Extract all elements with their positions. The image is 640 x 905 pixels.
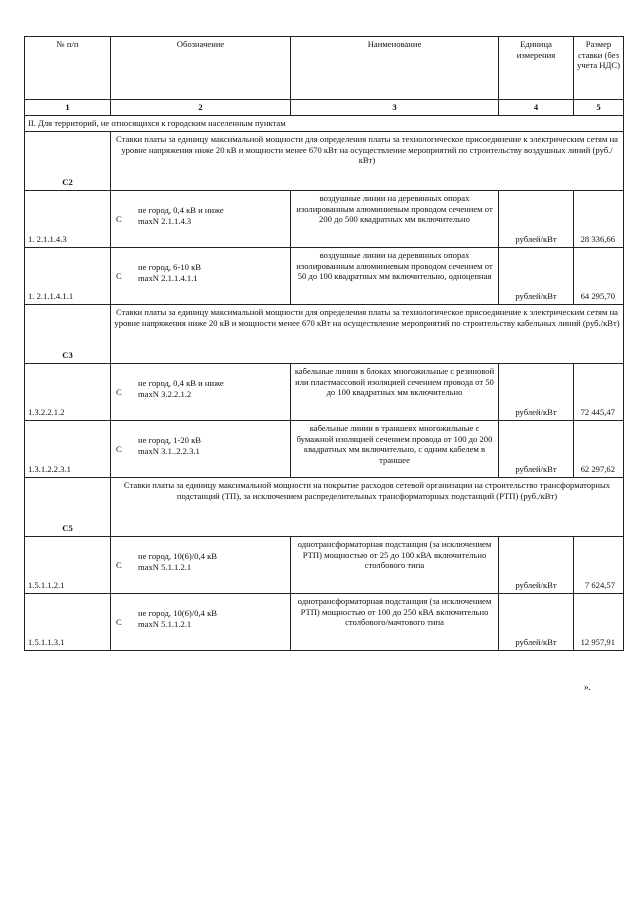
item-unit: рублей/кВт xyxy=(499,594,574,651)
item-designation xyxy=(111,537,291,594)
group-description: Ставки платы за единицу максимальной мощности на покрытие расходов сетевой организации на строительство трансформаторных подстанций (ТП), за исключением распределительных трансформаторных подстанций (РТП) (руб./кВт) xyxy=(111,478,624,537)
item-designation xyxy=(111,248,291,305)
item-unit: рублей/кВт xyxy=(499,364,574,421)
designation-line: не город, 0,4 кВ и ниже xyxy=(138,205,224,215)
designation-letter: С xyxy=(116,444,122,454)
item-designation xyxy=(111,191,291,248)
designation-lines xyxy=(114,596,287,629)
group-code: С5 xyxy=(25,478,111,537)
closing-mark: ». xyxy=(584,682,591,692)
item-rate: 7 624,57 xyxy=(574,537,624,594)
item-name: однотрансформаторная подстанция (за исключением РТП) мощностью от 25 до 100 кВА включительно столбового типа xyxy=(291,537,499,594)
section-row xyxy=(25,116,624,132)
item-unit: рублей/кВт xyxy=(499,191,574,248)
item-number: 1.5.1.1.2.1 xyxy=(25,537,111,594)
designation-lines xyxy=(114,250,287,283)
item-number: 1.3.1.2.2.3.1 xyxy=(25,421,111,478)
item-name: воздушные линии на деревянных опорах изолированным алюминиевым проводом сечением от 200 до 500 квадратных мм включительно xyxy=(291,191,499,248)
item-unit: рублей/кВт xyxy=(499,537,574,594)
designation-code: maxN 3.2.2.1.2 xyxy=(138,388,192,399)
item-unit: рублей/кВт xyxy=(499,248,574,305)
designation-line: не город, 6-10 кВ xyxy=(138,262,201,272)
item-name: воздушные линии на деревянных опорах изолированным алюминиевым проводом сечением от 50 до 100 квадратных мм включительно, одноцепная xyxy=(291,248,499,305)
column-number-row xyxy=(25,100,624,116)
column-number: 1 xyxy=(25,100,111,116)
designation-code: maxN 3.1..2.2.3.1 xyxy=(138,445,200,456)
item-unit: рублей/кВт xyxy=(499,421,574,478)
designation-letter: С xyxy=(116,214,122,224)
group-code: С2 xyxy=(25,132,111,191)
item-rate: 72 445,47 xyxy=(574,364,624,421)
item-number: 1.5.1.1.3.1 xyxy=(25,594,111,651)
group-row xyxy=(25,132,624,191)
item-designation xyxy=(111,421,291,478)
table-row xyxy=(25,191,624,248)
designation-code: maxN 2.1.1.4.3 xyxy=(138,215,192,226)
designation-line: не город, 10(6)/0,4 кВ xyxy=(138,551,217,561)
designation-line: не город, 0,4 кВ и ниже xyxy=(138,378,224,388)
designation-code: maxN 5.1.1.2.1 xyxy=(138,561,192,572)
group-description: Ставки платы за единицу максимальной мощности для определения платы за технологическое присоединение к электрическим сетям на уровне напряжения ниже 20 кВ и мощности менее 670 кВт на осуществление мероприятий по строительству кабельных линий (руб./кВт) xyxy=(111,305,624,364)
header-name: Наименование xyxy=(291,37,499,100)
designation-line: не город, 10(6)/0,4 кВ xyxy=(138,608,217,618)
column-number: 4 xyxy=(499,100,574,116)
item-rate: 62 297,62 xyxy=(574,421,624,478)
item-number: 1. 2.1.1.4.3 xyxy=(25,191,111,248)
designation-letter: С xyxy=(116,271,122,281)
item-number: 1.3.2.2.1.2 xyxy=(25,364,111,421)
designation-lines xyxy=(114,366,287,399)
tariff-table xyxy=(24,36,624,651)
item-name: кабельные линии в блоках многожильные с резиновой или пластмассовой изоляцией сечением провода от 50 до 100 квадратных мм включительно xyxy=(291,364,499,421)
item-designation xyxy=(111,594,291,651)
table-row xyxy=(25,537,624,594)
header-unit: Единица измерения xyxy=(499,37,574,100)
designation-letter: С xyxy=(116,560,122,570)
header-row xyxy=(25,37,624,100)
column-number: 5 xyxy=(574,100,624,116)
designation-code: maxN 2.1.1.4.1.1 xyxy=(138,272,198,283)
item-rate: 28 336,66 xyxy=(574,191,624,248)
designation-line: не город, 1-20 кВ xyxy=(138,435,201,445)
table-row xyxy=(25,364,624,421)
item-designation xyxy=(111,364,291,421)
column-number: 2 xyxy=(111,100,291,116)
header-number: № п/п xyxy=(25,37,111,100)
designation-lines xyxy=(114,423,287,456)
table-row xyxy=(25,594,624,651)
table-row xyxy=(25,248,624,305)
item-name: кабельные линии в траншеях многожильные с бумажной изоляцией сечением провода от 100 до 200 квадратных мм включительно, с одним кабелем в траншее xyxy=(291,421,499,478)
item-name: однотрансформаторная подстанция (за исключением РТП) мощностью от 100 до 250 кВА включительно столбового/мачтового типа xyxy=(291,594,499,651)
designation-letter: С xyxy=(116,387,122,397)
item-rate: 12 957,91 xyxy=(574,594,624,651)
item-rate: 64 295,70 xyxy=(574,248,624,305)
designation-lines xyxy=(114,193,287,226)
header-rate: Размер ставки (без учета НДС) xyxy=(574,37,624,100)
designation-lines xyxy=(114,539,287,572)
item-number: 1. 2.1.1.4.1.1 xyxy=(25,248,111,305)
section-title: II. Для территорий, не относящихся к городским населенным пунктам xyxy=(25,116,624,132)
designation-code: maxN 5.1.1.2.1 xyxy=(138,618,192,629)
designation-letter: С xyxy=(116,617,122,627)
column-number: 3 xyxy=(291,100,499,116)
group-description: Ставки платы за единицу максимальной мощности для определения платы за технологическое присоединение к электрическим сетям на уровне напряжения ниже 20 кВ и мощности менее 670 кВт на осуществление мероприятий по строительству воздушных линий (руб./кВт) xyxy=(111,132,624,191)
group-code: С3 xyxy=(25,305,111,364)
table-row xyxy=(25,421,624,478)
group-row xyxy=(25,478,624,537)
header-designation: Обозначение xyxy=(111,37,291,100)
group-row xyxy=(25,305,624,364)
